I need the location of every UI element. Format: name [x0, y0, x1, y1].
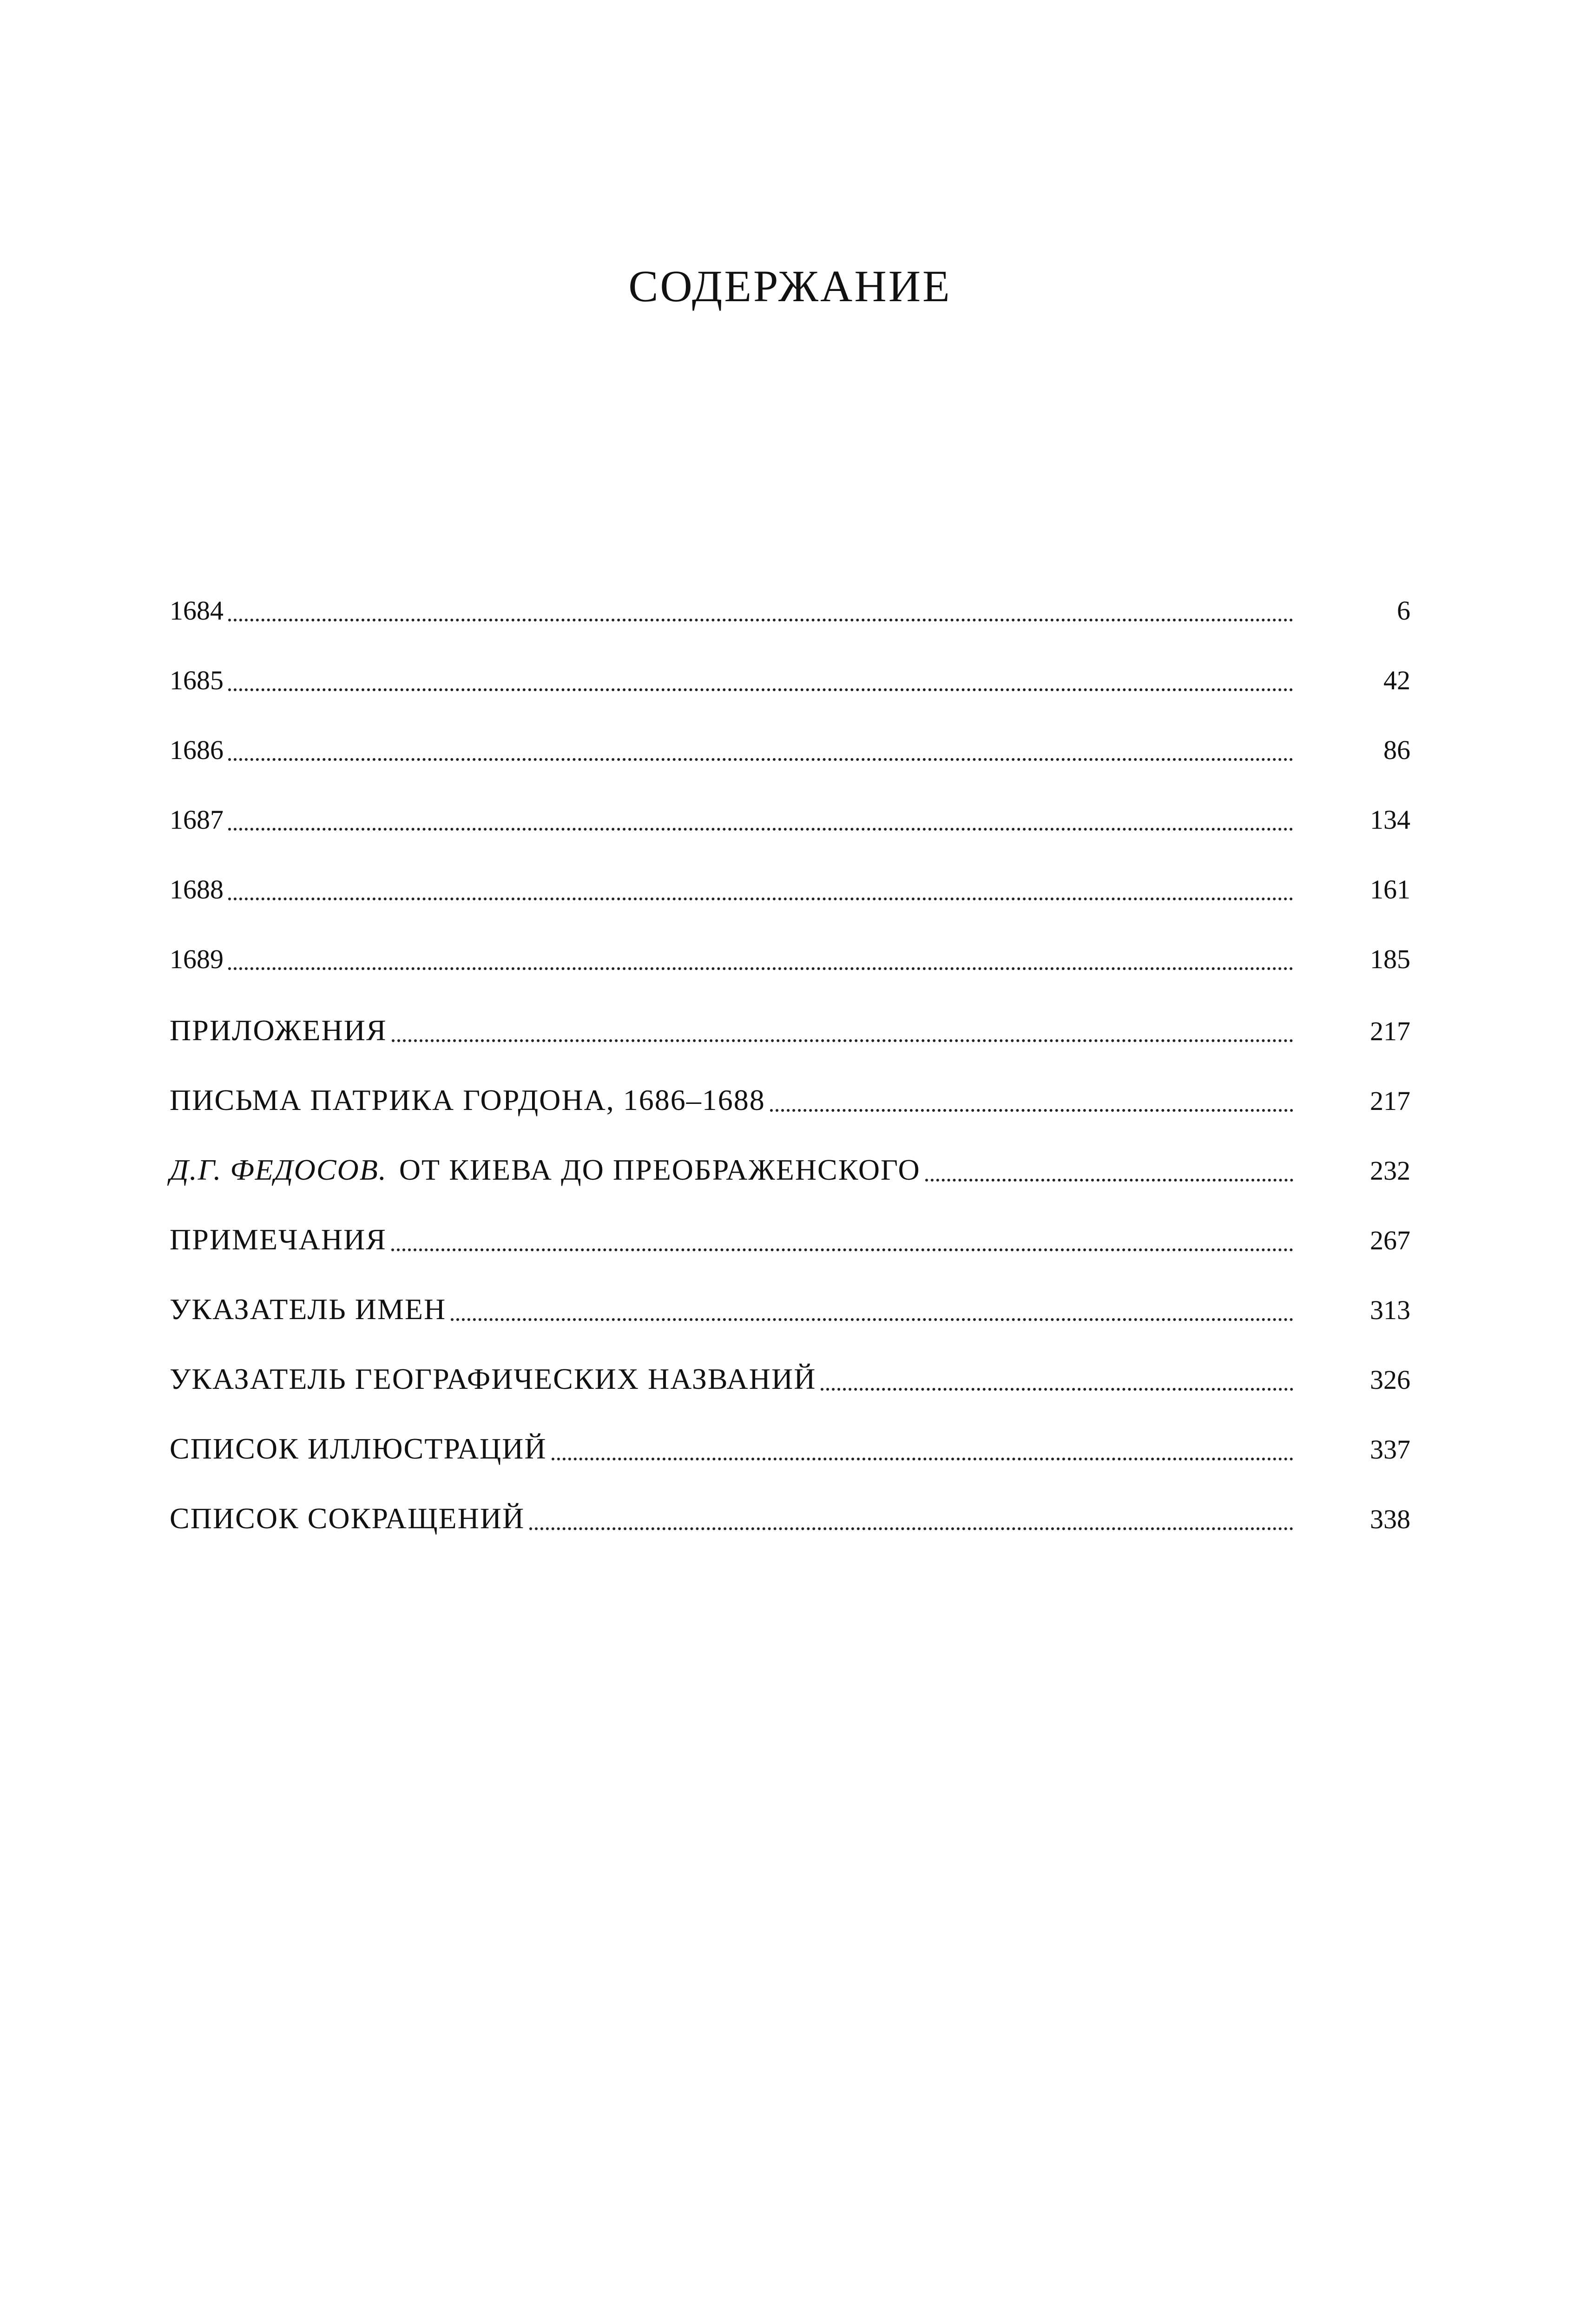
- toc-entry-title: ПИСЬМА ПАТРИКА ГОРДОНА, 1686–1688: [170, 1083, 765, 1116]
- toc-entry-page: 337: [1370, 1434, 1410, 1465]
- dot-leader: [391, 1248, 1293, 1251]
- toc-entry-page: 326: [1370, 1365, 1410, 1395]
- toc-entry-1684[interactable]: [170, 595, 1410, 665]
- toc-entry-illustrations[interactable]: [170, 1432, 1410, 1501]
- toc-entry-title: ПРИЛОЖЕНИЯ: [170, 1014, 387, 1047]
- toc-entry-title: ПРИМЕЧАНИЯ: [170, 1223, 387, 1256]
- toc-entry-1686[interactable]: [170, 734, 1410, 804]
- toc-entry-1685[interactable]: [170, 665, 1410, 734]
- toc-entry-notes[interactable]: [170, 1222, 1410, 1292]
- toc-entry-title: 1687: [170, 805, 224, 835]
- dot-leader: [228, 758, 1293, 761]
- dot-leader: [392, 1039, 1293, 1042]
- dot-leader: [228, 967, 1293, 970]
- toc-entry-page: 232: [1370, 1155, 1410, 1186]
- dot-leader: [529, 1527, 1293, 1530]
- toc-entry-title: 1686: [170, 735, 224, 765]
- toc-entry-author: Д.Г. ФЕДОСОВ.: [170, 1153, 387, 1186]
- toc-entry-title: 1684: [170, 595, 224, 626]
- toc-entry-page: 338: [1370, 1504, 1410, 1534]
- toc-entry-appendices[interactable]: [170, 1013, 1410, 1083]
- toc-entry-1687[interactable]: [170, 804, 1410, 874]
- toc-entry-title: 1688: [170, 874, 224, 905]
- toc-entry-page: 313: [1370, 1295, 1410, 1325]
- dot-leader: [552, 1457, 1293, 1460]
- toc-entry-title: 1689: [170, 944, 224, 974]
- toc-entry-1689[interactable]: [170, 944, 1410, 1013]
- toc-entry-page: 217: [1370, 1016, 1410, 1046]
- toc-entry-page: 86: [1383, 735, 1410, 765]
- toc-entry-title: 1685: [170, 665, 224, 695]
- dot-leader: [228, 618, 1293, 621]
- toc-entry-letters[interactable]: [170, 1083, 1410, 1153]
- toc-entry-name-index[interactable]: [170, 1292, 1410, 1362]
- toc-entry-title: СПИСОК ИЛЛЮСТРАЦИЙ: [170, 1432, 547, 1465]
- toc-entry-fedosov-essay[interactable]: [170, 1153, 1410, 1222]
- page-title: СОДЕРЖАНИЕ: [628, 261, 952, 311]
- toc-entry-page: 6: [1397, 595, 1410, 626]
- toc-entry-geo-index[interactable]: [170, 1362, 1410, 1432]
- toc-entry-title: УКАЗАТЕЛЬ ГЕОГРАФИЧЕСКИХ НАЗВАНИЙ: [170, 1362, 816, 1395]
- toc-entry-page: 217: [1370, 1086, 1410, 1116]
- toc-entry-abbreviations[interactable]: [170, 1501, 1410, 1571]
- toc-entry-page: 185: [1370, 944, 1410, 974]
- toc-entry-title: УКАЗАТЕЛЬ ИМЕН: [170, 1293, 447, 1326]
- toc-entry-title: ОТ КИЕВА ДО ПРЕОБРАЖЕНСКОГО: [399, 1153, 921, 1186]
- dot-leader: [925, 1178, 1293, 1182]
- dot-leader: [228, 827, 1293, 831]
- toc-entry-page: 134: [1370, 805, 1410, 835]
- dot-leader: [228, 897, 1293, 900]
- dot-leader: [228, 688, 1293, 691]
- dot-leader: [770, 1109, 1293, 1112]
- dot-leader: [451, 1318, 1293, 1321]
- toc-entry-page: 267: [1370, 1225, 1410, 1255]
- toc-entry-page: 161: [1370, 874, 1410, 905]
- table-of-contents: [170, 595, 1410, 1571]
- toc-entry-page: 42: [1383, 665, 1410, 695]
- dot-leader: [821, 1387, 1293, 1391]
- toc-entry-title: СПИСОК СОКРАЩЕНИЙ: [170, 1502, 525, 1535]
- toc-entry-1688[interactable]: [170, 874, 1410, 944]
